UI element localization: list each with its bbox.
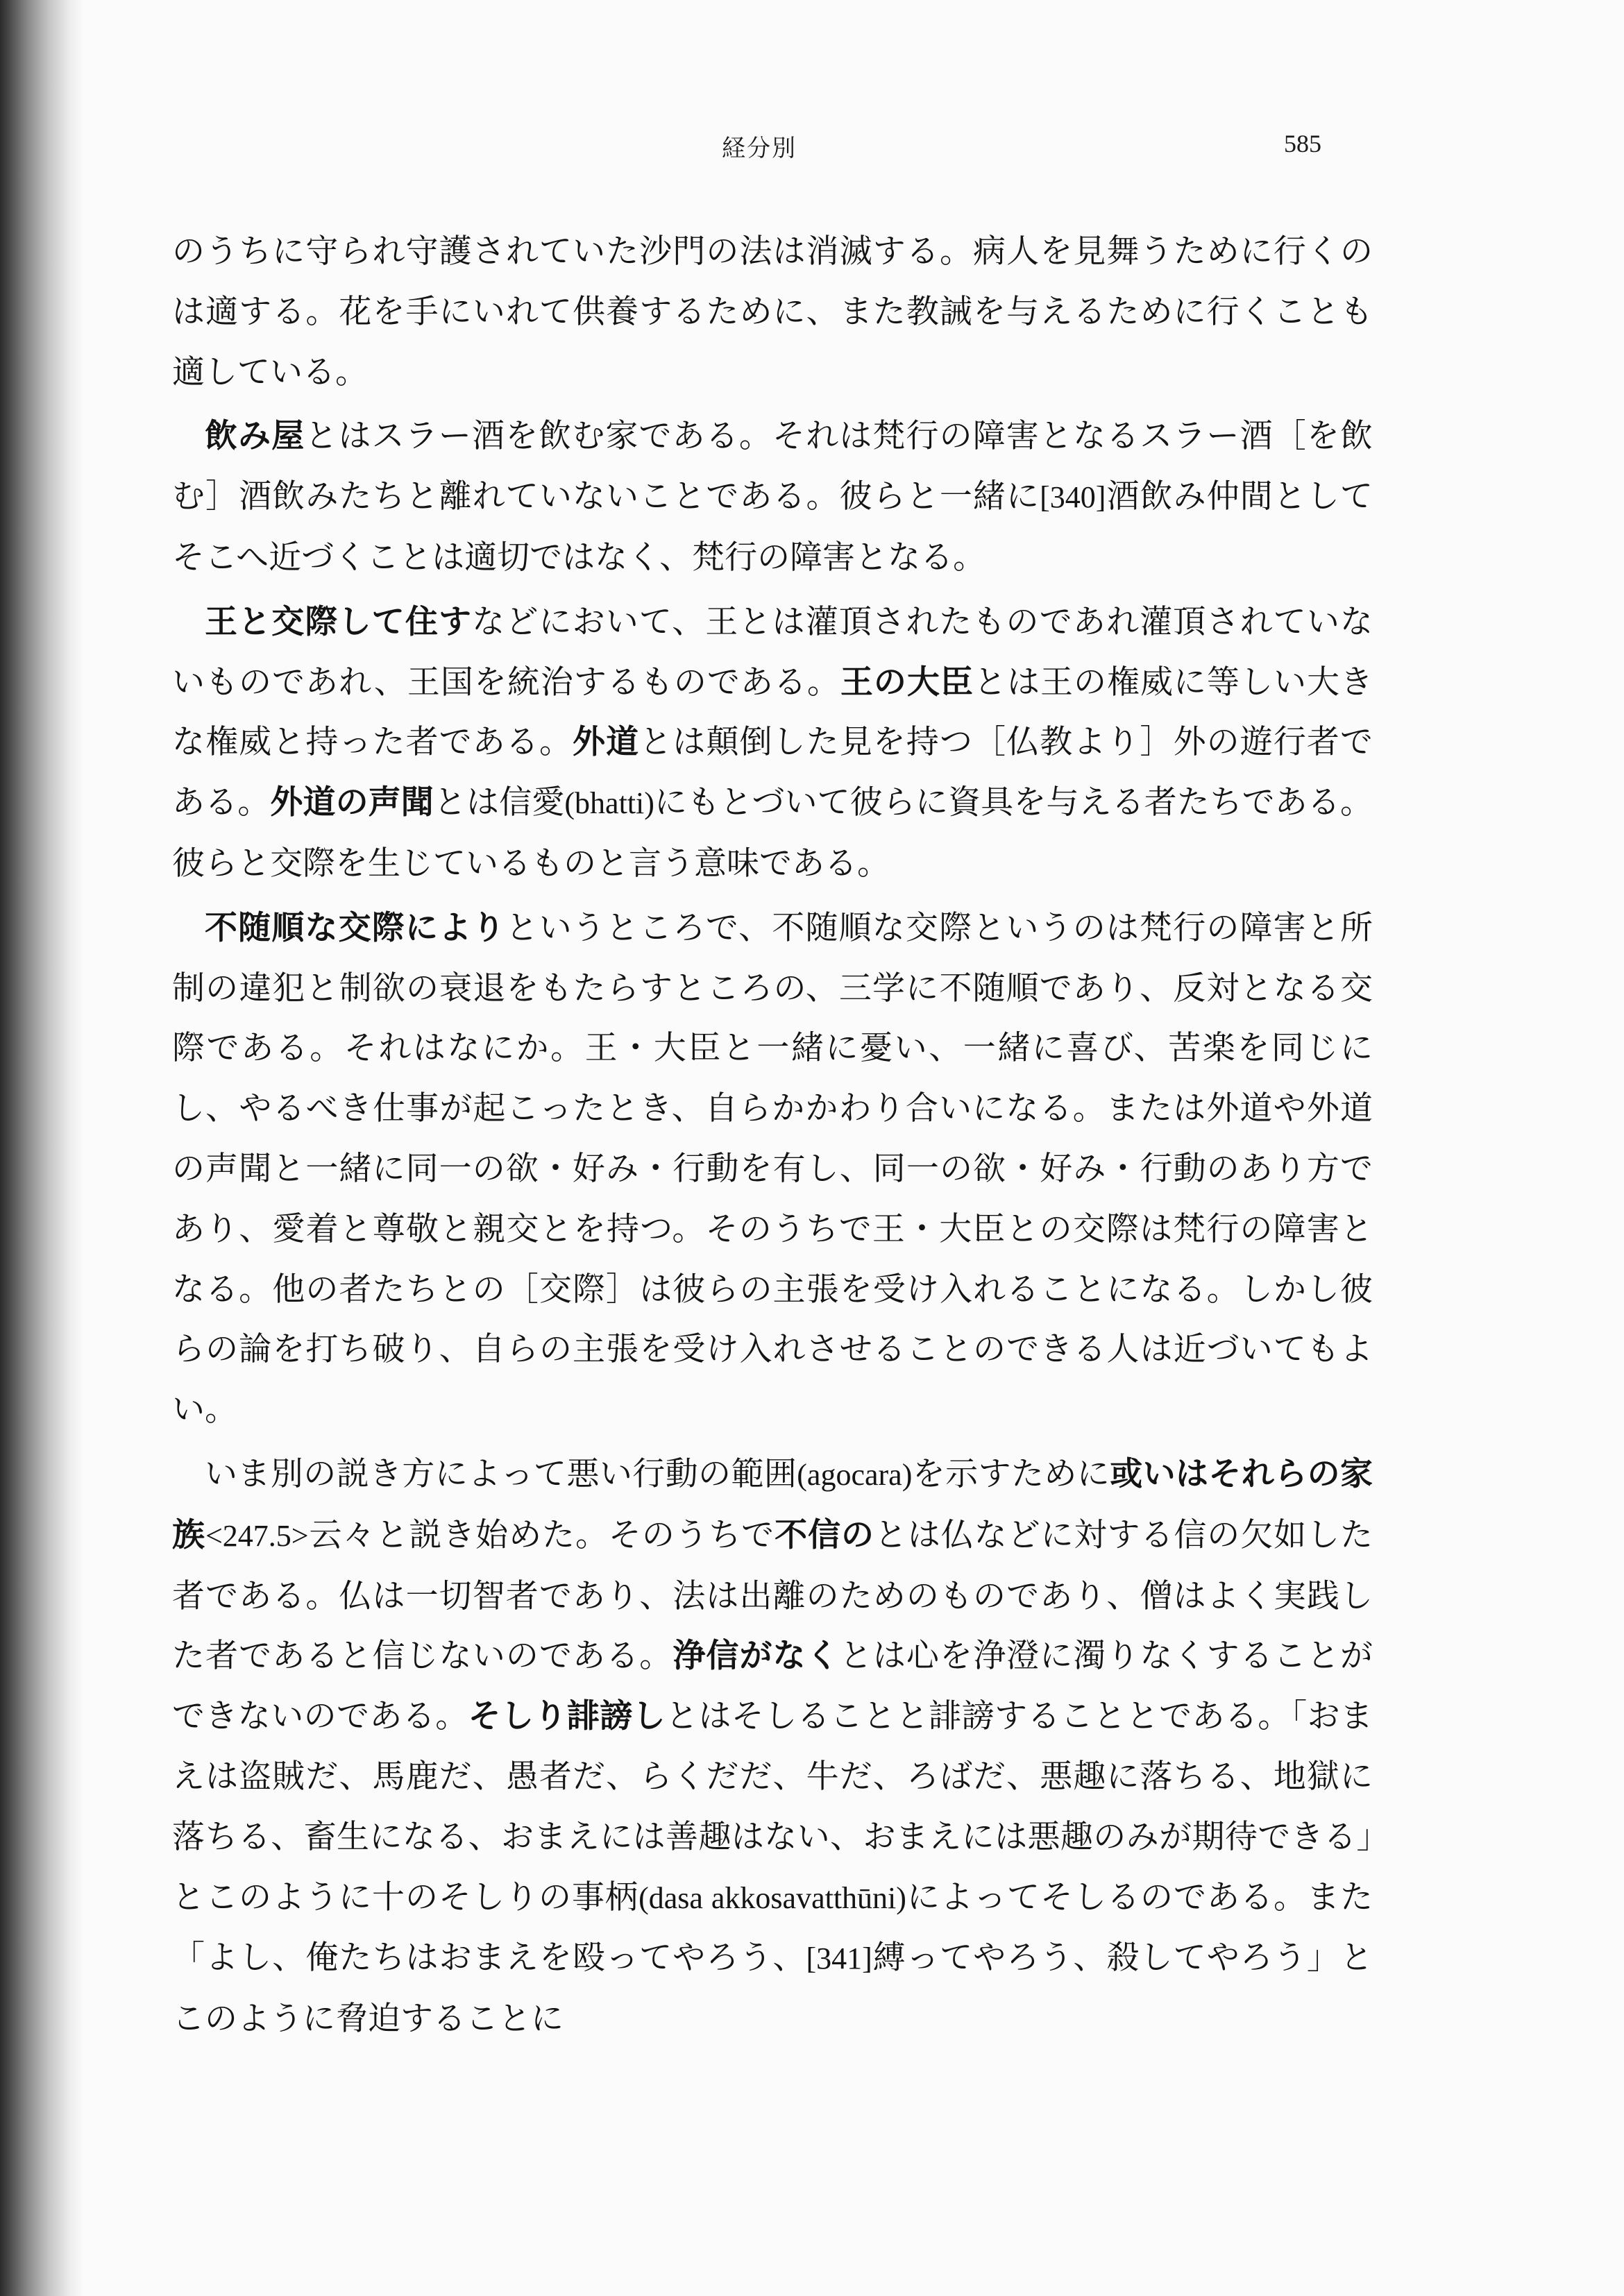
text-run: とは王の権威に等しい大きな権威と持った者である。 [172, 663, 1373, 762]
text-run: とは仏などに対する信の欠如した者である。仏は一切智者であり、法は出離のためのものであり、僧はよく実践した者であると信じないのである。 [172, 1515, 1373, 1676]
paragraph [172, 593, 1373, 894]
text-run: などにおいて、王とは灌頂されたものであれ灌頂されていないものであれ、王国を統治するものである。 [172, 602, 1373, 701]
bold-keyword: 外道の声聞 [270, 783, 434, 822]
bold-keyword: 王の大臣 [840, 663, 974, 701]
paragraph [172, 1445, 1373, 2050]
text-run: というところで、不随順な交際というのは梵行の障害と所制の違犯と制欲の衰退をもたらすところの、三学に不随順であり、反対となる交際である。それはなにか。王・大臣と一緒に憂い、一緒に喜び、苦楽を同じにし、やるべき仕事が起こったとき、自らかかわり合いになる。または外道や外道の声聞と一緒に同一の欲・好み・行動を有し、同一の欲・好み・行動のあり方であり、愛着と尊敬と親交とを持つ。そのうちで王・大臣との交際は梵行の障害となる。他の者たちとの［交際］は彼らの主張を受け入れることになる。しかし彼らの論を打ち破り、自らの主張を受け入れさせることのできる人は近づいてもよい。 [172, 908, 1373, 1429]
binding-shadow [0, 0, 83, 2296]
bold-keyword: 王と交際して住す [205, 602, 473, 641]
paragraph [172, 407, 1373, 588]
text-run: とはそしることと誹謗することとである。「おまえは盗賊だ、馬鹿だ、愚者だ、らくだだ、牛だ、ろばだ、悪趣に落ちる、地獄に落ちる、畜生になる、おまえには善趣はない、おまえには悪趣のみが期待できる」とこのように十のそしりの事柄 [172, 1697, 1373, 1916]
latin-reference: (dasa akkosavatthūni) [638, 1880, 906, 1915]
text-run: にもとづいて彼らに資具を与える者たちである。彼らと交際を生じているものと言う意味である。 [172, 783, 1373, 883]
text-run: を示すために [912, 1454, 1110, 1493]
text-run: いま別の説き方によって悪い行動の範囲 [205, 1454, 797, 1493]
latin-reference: [340] [1040, 480, 1106, 515]
bold-keyword: 飲み屋 [205, 417, 305, 456]
text-run: のうちに守られ守護されていた沙門の法は消滅する。病人を見舞うために行くのは適する。花を手にいれて供養するために、また教誡を与えるために行くことも適している。 [172, 232, 1373, 391]
text-run: とは信愛 [433, 783, 565, 822]
bold-keyword: 不信の [775, 1515, 874, 1554]
latin-reference: <247.5> [205, 1518, 309, 1553]
latin-reference: [341] [806, 1941, 872, 1976]
text-run: とは心を浄澄に濁りなくすることができないのである。 [172, 1637, 1373, 1736]
bold-keyword: 或いはそれらの家族 [172, 1454, 1373, 1554]
bold-keyword: 不随順な交際により [205, 908, 506, 947]
latin-reference: (bhatti) [564, 786, 654, 821]
latin-reference: (agocara) [797, 1457, 913, 1492]
text-run: 縛ってやろう、殺してやろう」とこのように脅迫することに [172, 1939, 1373, 2039]
text-run: とは顛倒した見を持つ［仏教より］外の遊行者である。 [172, 723, 1373, 822]
running-header-title: 経分別 [722, 135, 797, 162]
bold-keyword: 外道 [573, 723, 640, 762]
text-run: 云々と説き始めた。そのうちで [308, 1515, 775, 1554]
bold-keyword: 浄信がなく [673, 1637, 840, 1676]
body-text [172, 222, 1373, 2050]
paragraph [172, 222, 1373, 402]
bold-keyword: そしり誹謗し [468, 1697, 666, 1736]
text-run: によってそしるのである。また「よし、俺たちはおまえを殴ってやろう、 [172, 1878, 1373, 1978]
paragraph [172, 899, 1373, 1440]
text-run: 酒飲み仲間としてそこへ近づくことは適切ではなく、梵行の障害となる。 [172, 477, 1373, 577]
text-run: とはスラー酒を飲む家である。それは梵行の障害となるスラー酒［を飲む］酒飲みたちと離れていないことである。彼らと一緒に [172, 417, 1373, 516]
page-number: 585 [1284, 130, 1321, 158]
